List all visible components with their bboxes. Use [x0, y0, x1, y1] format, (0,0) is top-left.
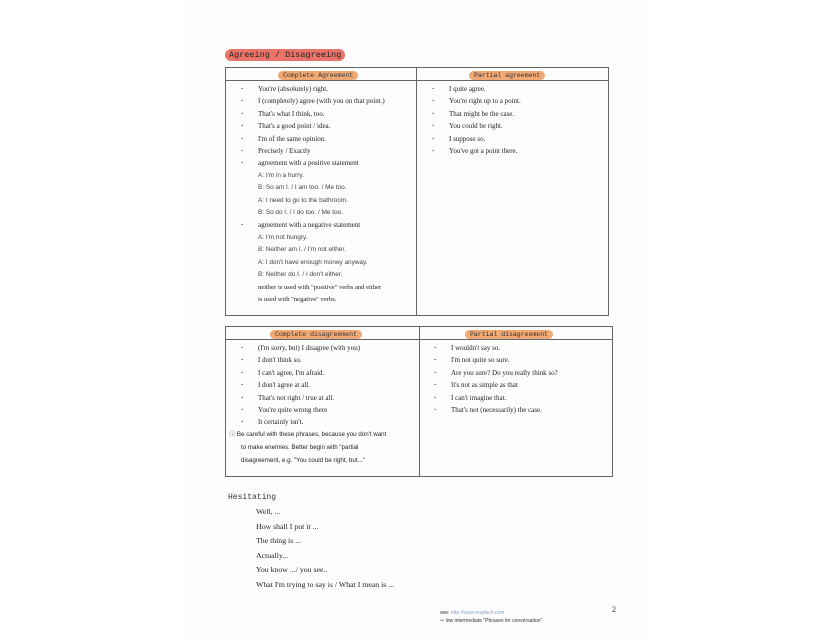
partial-agreement-header: Partial agreement [469, 71, 545, 80]
complete-agreement-list [258, 83, 385, 306]
partial-disagreement-header: Partial disagreement [465, 330, 553, 339]
hesitating-phrase: Well, ... [256, 507, 281, 516]
footer-reference [440, 609, 542, 625]
partial-agreement-item: · That might be the case. [449, 108, 521, 120]
complete-agreement-item: is used with "negative" verbs. [258, 295, 337, 303]
hesitating-phrase: Actually... [256, 550, 289, 560]
footer-link[interactable]: http://www.englisch.com [450, 610, 505, 616]
complete-disagreement-header: Complete disagreement [270, 330, 362, 339]
complete-agreement-item: · agreement with a negative statement [258, 219, 385, 231]
complete-agreement-item: A: I'm not hungry. [258, 233, 308, 241]
complete-disagreement-list [258, 342, 360, 429]
complete-agreement-header: Complete Agreement [278, 71, 358, 80]
agreement-header-line [225, 80, 609, 81]
hesitating-phrase: The thing is ... [256, 536, 302, 546]
partial-agreement-item: · I quite agree. [449, 83, 521, 95]
partial-disagreement-item: · I wouldn't say so. [451, 342, 558, 354]
complete-agreement-item: · That's what I think, too. [258, 108, 385, 120]
partial-disagreement-item: · It's not as simple as that [451, 379, 558, 391]
partial-agreement-item: · You're right up to a point. [449, 95, 521, 107]
complete-agreement-item: · agreement with a positive statement [258, 157, 385, 169]
complete-disagreement-item: · It certainly isn't. [258, 416, 360, 428]
complete-agreement-item: · You're (absolutely) right. [258, 83, 385, 95]
page-number: 2 [612, 605, 616, 614]
partial-disagreement-item: · I'm not quite so sure. [451, 354, 558, 366]
complete-disagreement-item: · (I'm sorry, but) I disagree (with you) [258, 342, 360, 354]
partial-agreement-item: · I suppose so. [449, 133, 521, 145]
note-line: to make enemies. Better begin with "partial [241, 444, 359, 451]
complete-agreement-item: B: Neither do I. / I don't either. [258, 271, 343, 279]
hesitating-phrase: You know .../ you see.. [256, 565, 328, 575]
complete-agreement-item: · I'm of the same opinion. [258, 133, 385, 145]
partial-disagreement-item: · Are you sure? Do you really think so? [451, 367, 558, 379]
partial-disagreement-list [451, 342, 558, 416]
partial-agreement-item: · You've got a point there. [449, 145, 521, 157]
complete-agreement-item: A: I'm in a hurry. [258, 171, 304, 179]
complete-disagreement-item: · That's not right / true at all. [258, 392, 360, 404]
hesitating-title: Hesitating [228, 493, 277, 502]
hesitating-phrase: How shall I put it ... [256, 521, 319, 531]
section-title: Agreeing / Disagreeing [225, 49, 345, 61]
footer-see-label: see: [440, 610, 450, 616]
complete-disagreement-item: · You're quite wrong there [258, 404, 360, 416]
complete-agreement-item: A: I need to go to the bathroom. [258, 196, 348, 204]
complete-agreement-item: B: Neither am I. / I'm not either. [258, 246, 346, 254]
complete-disagreement-item: · I don't agree at all. [258, 379, 360, 391]
complete-disagreement-item: · I don't think so. [258, 354, 360, 366]
complete-agreement-item: neither is used with "positive" verbs and either [258, 283, 382, 291]
complete-agreement-item: A: I don't have enough money anyway. [258, 258, 368, 266]
disagreement-column-divider [419, 326, 420, 477]
complete-agreement-item: B: So do I. / I do too. / Me too. [258, 209, 343, 217]
complete-agreement-item: · I (completely) agree (with you on that point.) [258, 95, 385, 107]
footer-line2: ⇨ low intermediate "Phrases for conversation" [440, 618, 543, 624]
hesitating-phrase: What I'm trying to say is / What I mean is ... [256, 579, 395, 589]
complete-agreement-item: B: So am I. / I am too. / Me too. [258, 184, 347, 192]
partial-disagreement-item: · I can't imagine that. [451, 392, 558, 404]
partial-agreement-list [449, 83, 521, 157]
partial-agreement-item: · You could be right. [449, 120, 521, 132]
complete-agreement-item: · That's a good point / idea. [258, 120, 385, 132]
disagreement-warning-note [229, 428, 386, 467]
note-line: disagreement, e.g. "You could be right, but..." [241, 457, 365, 464]
note-line: ⓘ Be careful with these phrases, because you don't want [229, 431, 387, 438]
agreement-column-divider [416, 67, 417, 316]
hesitating-list [256, 505, 394, 593]
complete-disagreement-item: · I can't agree, I'm afraid. [258, 367, 360, 379]
complete-agreement-item: · Precisely / Exactly [258, 145, 385, 157]
partial-disagreement-item: · That's not (necessarily) the case. [451, 404, 558, 416]
